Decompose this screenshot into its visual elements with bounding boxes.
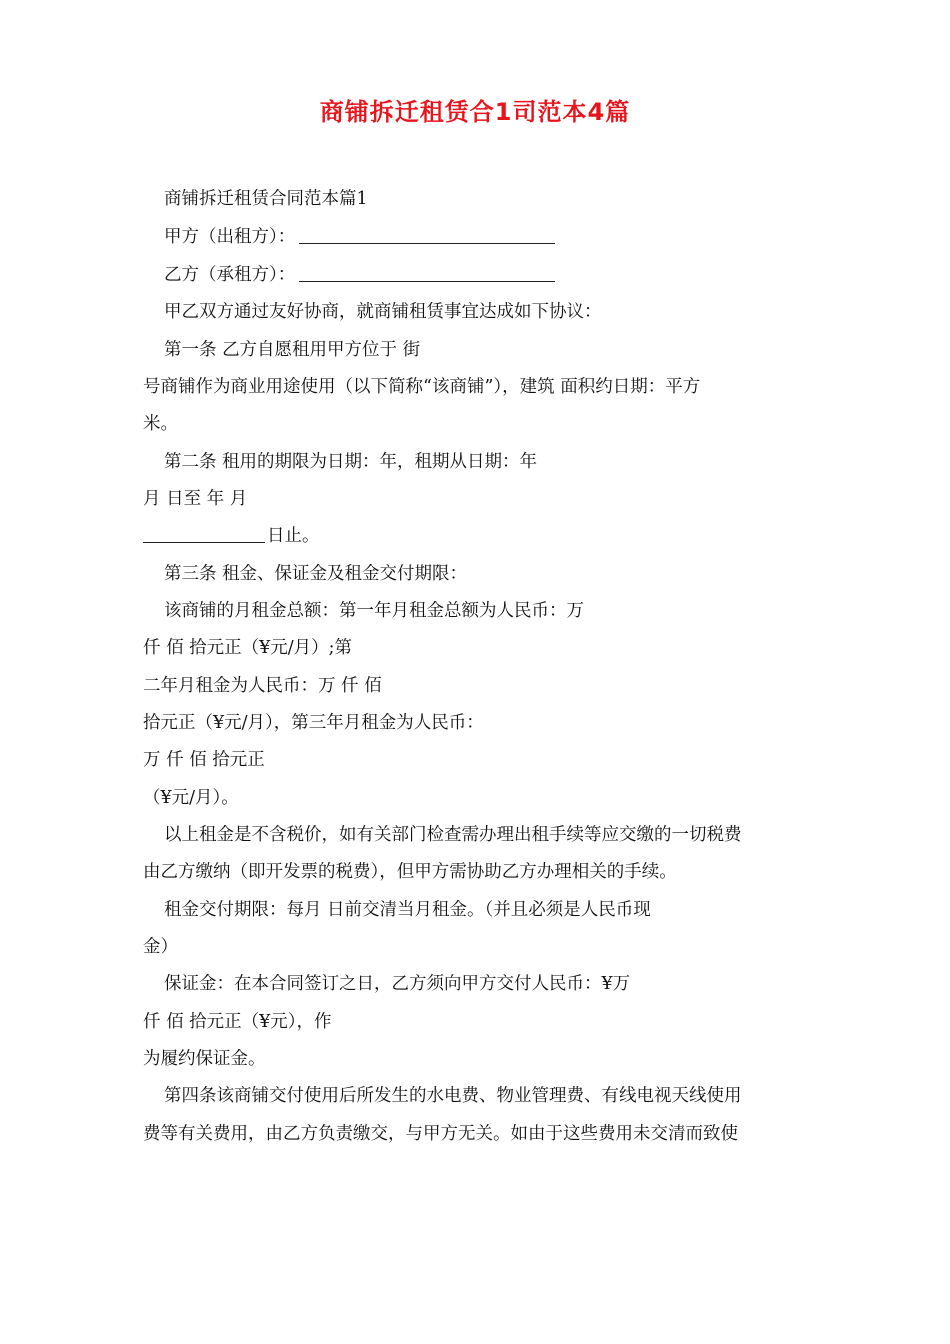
paragraph-line: 由乙方缴纳（即开发票的税费），但甲方需协助乙方办理相关的手续。 — [143, 862, 677, 882]
paragraph-line: 该商铺的月租金总额：第一年月租金总额为人民币：万 — [164, 601, 584, 621]
paragraph-line: 二年月租金为人民币：万 仟 佰 — [143, 676, 382, 696]
paragraph-line: 米。 — [143, 414, 178, 434]
paragraph-line: 仟 佰 拾元正（¥元/月）;第 — [143, 638, 353, 658]
paragraph-line: 为履约保证金。 — [143, 1049, 266, 1069]
paragraph-line: 租金交付期限：每月 日前交清当月租金。（并且必须是人民币现 — [164, 900, 651, 920]
paragraph-line: 月 日至 年 月 — [143, 489, 248, 509]
party-b-label: 乙方（承租方）： — [164, 265, 296, 285]
paragraph-line: （¥元/月）。 — [143, 788, 239, 808]
end-date-line — [143, 525, 813, 547]
paragraph-line: 以上租金是不含税价，如有关部门检查需办理出租手续等应交缴的一切税费 — [164, 825, 742, 845]
paragraph-line: 第四条该商铺交付使用后所发生的水电费、物业管理费、有线电视天线使用 — [164, 1086, 742, 1106]
paragraph-line: 第三条 租金、保证金及租金交付期限： — [164, 564, 468, 584]
paragraph-line: 费等有关费用，由乙方负责缴交，与甲方无关。如由于这些费用未交清而致使 — [143, 1124, 738, 1144]
party-a-label: 甲方（出租方）： — [164, 227, 296, 247]
party-a-blank — [299, 227, 555, 244]
paragraph-line: 第二条 租用的期限为日期：年，租期从日期：年 — [164, 452, 538, 472]
paragraph-line: 号商铺作为商业用途使用（以下简称“该商铺”），建筑 面积约日期：平方 — [143, 377, 701, 397]
paragraph-line: 第一条 乙方自愿租用甲方位于 街 — [164, 340, 421, 360]
paragraph-line: 万 仟 佰 拾元正 — [143, 750, 265, 770]
section-heading: 商铺拆迁租赁合同范本篇1 — [164, 189, 368, 209]
end-date-blank — [143, 526, 265, 543]
document-title: 商铺拆迁租赁合1司范本4篇 — [319, 98, 631, 126]
paragraph-line: 拾元正（¥元/月），第三年月租金为人民币： — [143, 713, 484, 733]
party-b-line — [164, 264, 814, 286]
party-a-line — [164, 226, 814, 248]
paragraph-line: 仟 佰 拾元正（¥元），作 — [143, 1012, 332, 1032]
end-date-text: 日止。 — [267, 526, 320, 546]
party-b-blank — [299, 265, 555, 282]
paragraph-line: 甲乙双方通过友好协商，就商铺租赁事宜达成如下协议： — [164, 302, 602, 322]
paragraph-line: 金） — [143, 937, 178, 957]
paragraph-line: 保证金：在本合同签订之日，乙方须向甲方交付人民币：¥万 — [164, 974, 631, 994]
